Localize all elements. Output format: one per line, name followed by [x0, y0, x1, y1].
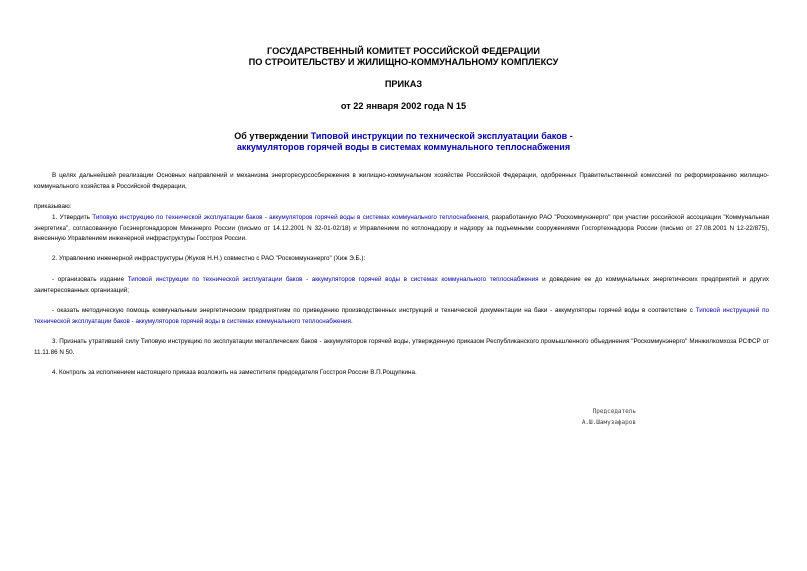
p1-start: 1. Утвердить — [52, 214, 93, 221]
p3-text: 3. Признать утратившей силу Типовую инструкцию по эксплуатации металлических баков - аккумуляторов горячей воды, утвержденную приказом Республиканского промышленного объединения "Роскоммунэнерго" Минжилкомхоза РСФСР от 11.11.86 N 50. — [34, 338, 769, 356]
intro-paragraph — [34, 171, 769, 192]
signature-block — [556, 406, 636, 428]
title-link-line-2[interactable]: аккумуляторов горячей воды в системах коммунального теплоснабжения — [236, 142, 571, 152]
p2a-link[interactable]: Типовой инструкции по технической эксплуатации баков - аккумуляторов горячей воды в системах коммунального теплоснабжения — [127, 276, 539, 283]
p2a-start: - организовать издание — [52, 276, 128, 283]
p1-end: , разработанную РАО "Роскоммунэнерго" при участии российской ассоциации "Коммунальная энергетика", согласованную Госэнергонадзором Минэнерго России (письмо от 14.12.2001 N 32-01-02/18) и Управлением по котлонадзору и надзору за подъемными сооружениями Госгортехнадзора России (письмо от 27.08.2001 N 12-22/875), внесенную Управлением инженерной инфраструктуры Госстроя России. — [34, 214, 769, 243]
title-link-line-1[interactable]: Типовой инструкции по технической эксплуатации баков - — [310, 131, 573, 141]
header-line-1: ГОСУДАРСТВЕННЫЙ КОМИТЕТ РОССИЙСКОЙ ФЕДЕРАЦИИ — [267, 46, 540, 56]
signature-role: Председатель — [592, 408, 636, 415]
p1-link[interactable]: Типовую инструкцию по технической эксплуатации баков - аккумуляторов горячей воды в системах коммунального теплоснабжения — [92, 214, 488, 221]
doc-type: ПРИКАЗ — [384, 79, 423, 89]
title-prefix: Об утверждении — [234, 131, 311, 141]
p2b-link[interactable]: Типовой инструкцией по технической эксплуатации баков - аккумуляторов горячей воды в системах коммунального теплоснабжения — [34, 307, 769, 325]
document-title — [0, 131, 807, 153]
paragraph-2b — [34, 306, 769, 327]
order-word: приказываю: — [34, 203, 72, 210]
p2b-end: . — [350, 317, 353, 325]
paragraph-1 — [34, 213, 769, 245]
p2b-start: - оказать методическую помощь коммунальным энергетическим предприятиям по приведению производственных инструкций и технической документации на баки - аккумуляторы горячей воды в соответствие с — [52, 307, 696, 314]
signature-name: А.Ш.Шамузафаров — [581, 419, 636, 426]
p2-text: 2. Управлению инженерной инфраструктуры (Жуков Н.Н.) совместно с РАО "Роскоммунэнерго" (Хиж Э.Б.): — [52, 255, 366, 262]
p4-text: 4. Контроль за исполнением настоящего приказа возложить на заместителя председателя Госстроя России В.П.Рощупкина. — [52, 369, 417, 376]
paragraph-2a — [34, 275, 769, 296]
intro-text: В целях дальнейшей реализации Основных направлений и механизма энергоресурсосбережения в жилищно-коммунальном хозяйстве Российской Федерации, одобренных Правительственной комиссией по реформированию жилищно-коммунального хозяйства в Российской Федерации, — [34, 172, 769, 190]
paragraph-3 — [34, 337, 769, 358]
doc-date-number: от 22 января 2002 года N 15 — [340, 101, 467, 111]
paragraph-2 — [34, 254, 769, 265]
paragraph-4 — [34, 368, 769, 379]
p2a-end: и доведение ее до коммунальных энергетических предприятий и других заинтересованных организаций; — [34, 276, 769, 294]
header-line-2: ПО СТРОИТЕЛЬСТВУ И ЖИЛИЩНО-КОММУНАЛЬНОМУ КОМПЛЕКСУ — [248, 57, 559, 67]
